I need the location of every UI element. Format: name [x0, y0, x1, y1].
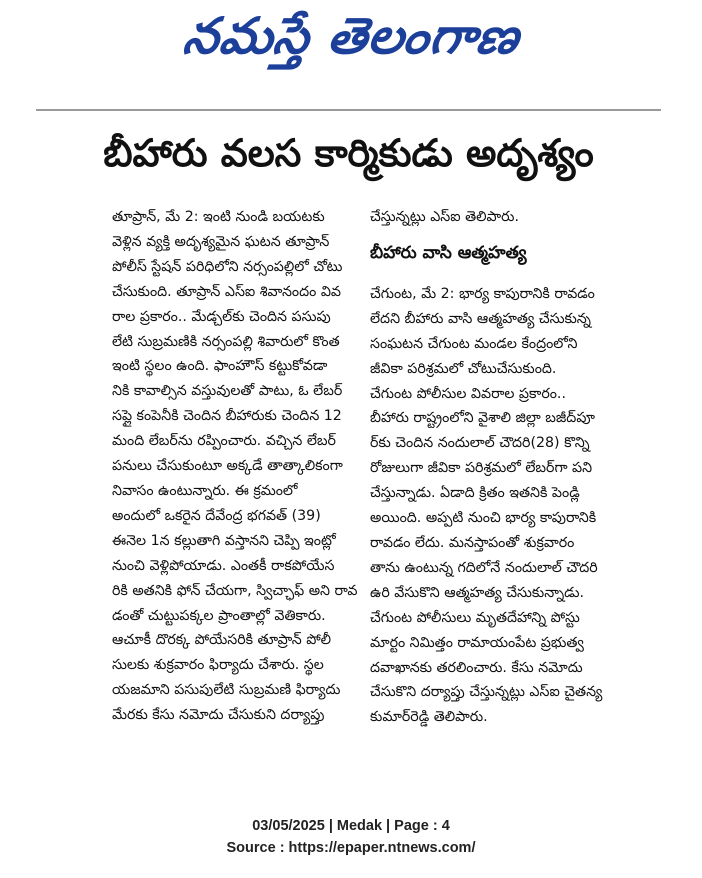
- article-headline: బీహారు వలస కార్మికుడు అదృశ్యం: [103, 131, 594, 175]
- body-line: నికి కావాల్సిన వస్తువులతో పాటు, ఓ లేబర్: [112, 383, 343, 400]
- body-line: ఈనెల 1న కల్లుతాగి వస్తానని చెప్పి ఇంట్లో: [112, 532, 336, 549]
- continued-line: చేస్తున్నట్లు ఎస్ఐ తెలిపారు.: [370, 209, 519, 225]
- body-line: చేసుకుంది. తూప్రాన్ ఎస్ఐ శివానందం వివ: [112, 283, 342, 300]
- body-line: మార్టం నిమిత్తం రామాయంపేట ప్రభుత్వ: [370, 634, 584, 651]
- article-right-column: [370, 205, 632, 730]
- body-line: మంది లేబర్‌ను రప్పించారు. వచ్చిన లేబర్: [112, 433, 336, 450]
- footer-source: [0, 840, 702, 856]
- newspaper-masthead: [0, 6, 702, 78]
- footer-date-edition-page: [0, 818, 702, 834]
- body-line: తూప్రాన్, మే 2: ఇంటి నుండి బయటకు: [112, 209, 325, 225]
- body-line: అయింది. అప్పటి నుంచి భార్య కాపురానికి: [370, 510, 597, 527]
- body-line: చేస్తున్నాడు. ఏడాది క్రితం ఇతనికి పెండ్లి: [370, 485, 580, 502]
- body-line: చేసుకొని దర్యాప్తు చేస్తున్నట్లు ఎస్ఐ చైతన్య: [370, 684, 603, 701]
- masthead-logo-text: నమస్తే తెలంగాణ: [180, 6, 524, 65]
- body-line: బీహారు రాష్ట్రంలోని వైశాలి జిల్లా బజీద్‌పూ: [370, 410, 595, 427]
- body-line: ఇంటి స్థలం ఉంది. ఫాంహౌస్ కట్టుకోవడా: [112, 358, 328, 375]
- sub-article-heading: బీహారు వాసి ఆత్మహత్య: [370, 242, 527, 263]
- article-left-column: [112, 205, 362, 728]
- body-line: డంతో చుట్టుపక్కల ప్రాంతాల్లో వెతికారు.: [112, 607, 326, 624]
- sub-article-body: [370, 282, 632, 730]
- body-line: సప్లై కంపెనీకి చెందిన బీహారుకు చెందిన 12: [112, 408, 342, 425]
- body-line: చేగుంట పోలీసులు మృతదేహాన్ని పోస్టు: [370, 609, 580, 626]
- body-line: రికి అతనికి ఫోన్ చేయగా, స్విచ్ఛాఫ్ అని రావ: [112, 582, 358, 599]
- body-line: రోజులుగా జీవికా పరిశ్రమలో లేబర్‌గా పని: [370, 460, 593, 477]
- body-line: ఉరి వేసుకొని ఆత్మహత్య చేసుకున్నాడు.: [370, 584, 585, 601]
- body-line: నుంచి వెళ్లిపోయాడు. ఎంతకీ రాకపోయేస: [112, 557, 335, 574]
- body-line: పోలీస్ స్టేషన్ పరిధిలోని నర్సంపల్లిలో చోటు: [112, 258, 343, 275]
- body-line: తాను ఉంటున్న గదిలోనే నందులాల్ చౌదరి: [370, 559, 598, 576]
- body-line: రాల ప్రకారం.. మేడ్చల్‌కు చెందిన పసుపు: [112, 308, 331, 325]
- body-line: జీవికా పరిశ్రమలో చోటుచేసుకుంది.: [370, 360, 557, 377]
- body-line: లేదని బీహారు వాసి ఆత్మహత్య చేసుకున్న: [370, 310, 591, 327]
- footer-source-link[interactable]: Source : https://epaper.ntnews.com/: [226, 840, 476, 856]
- body-line: దవాఖానకు తరలించారు. కేసు నమోదు: [370, 659, 583, 676]
- body-line: యజమాని పసుపులేటి సుబ్రమణి ఫిర్యాదు: [112, 682, 341, 699]
- body-line: నివాసం ఉంటున్నారు. ఈ క్రమంలో: [112, 482, 298, 499]
- body-line: కుమార్‌రెడ్డి తెలిపారు.: [370, 709, 488, 726]
- body-line: లేటి సుబ్రమణికి నర్సంపల్లి శివారులో కొంత: [112, 333, 340, 350]
- body-line: అందులో ఒకరైన దేవేంద్ర భగవత్ (39): [112, 507, 321, 524]
- body-line: సంఘటన చేగుంట మండల కేంద్రంలోని: [370, 335, 578, 352]
- header-divider: [36, 109, 661, 111]
- body-line: సులకు శుక్రవారం ఫిర్యాదు చేశారు. స్థల: [112, 657, 324, 674]
- body-line: మేరకు కేసు నమోదు చేసుకుని దర్యాప్తు: [112, 707, 325, 724]
- body-line: రావడం లేదు. మనస్తాపంతో శుక్రవారం: [370, 534, 575, 551]
- body-line: ర్‌కు చెందిన నందులాల్ చౌదరి(28) కొన్ని: [370, 435, 590, 452]
- body-line: ఆచూకీ దొరక్క పోయేసరికి తూప్రాన్ పోలీ: [112, 632, 332, 649]
- body-line: పనులు చేసుకుంటూ అక్కడే తాత్కాలికంగా: [112, 458, 343, 475]
- body-line: చేగుంట, మే 2: భార్య కాపురానికి రావడం: [370, 285, 595, 302]
- body-line: వెళ్లిన వ్యక్తి అదృశ్యమైన ఘటన తూప్రాన్: [112, 233, 330, 250]
- footer-line1: 03/05/2025 | Medak | Page : 4: [252, 818, 450, 834]
- body-line: చేగుంట పోలీసుల వివరాల ప్రకారం..: [370, 385, 566, 402]
